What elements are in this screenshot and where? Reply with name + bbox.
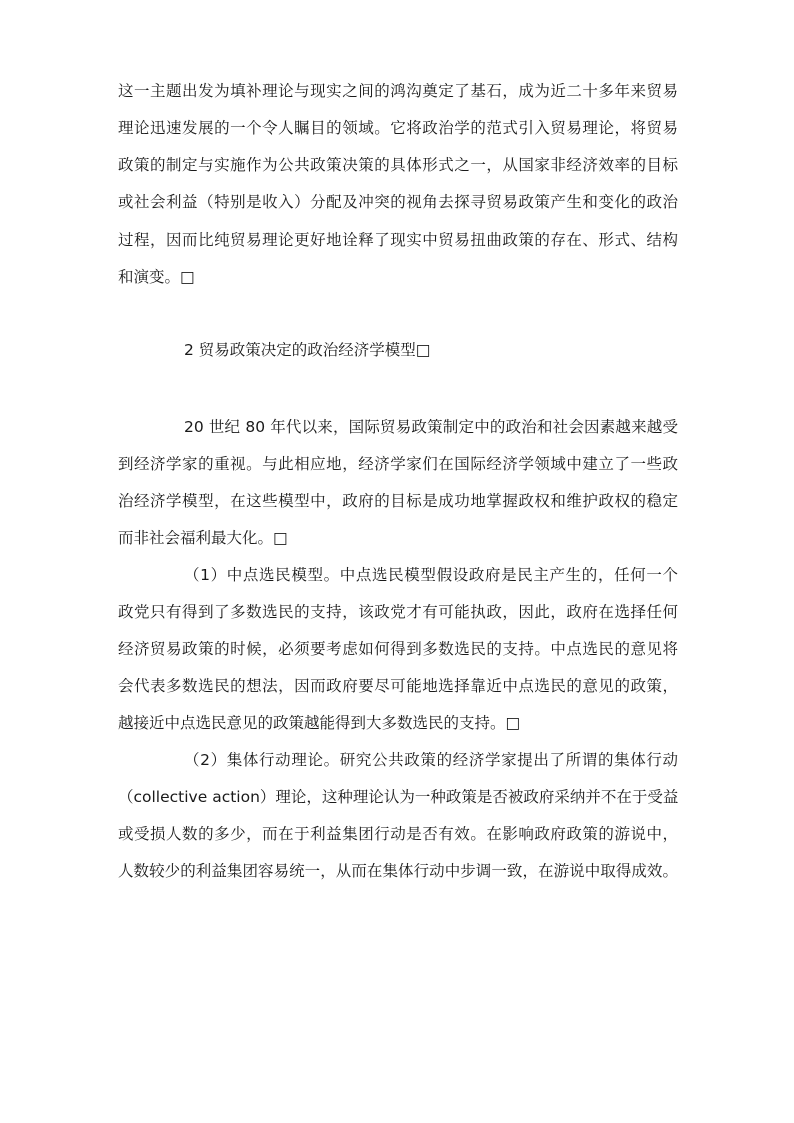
para3-line-5: 越接近中点选民意见的政策越能得到大多数选民的支持。□ <box>118 714 521 732</box>
para1-line-6: 和演变。□ <box>118 268 195 286</box>
para1-line-4: 或社会利益（特别是收入）分配及冲突的视角去探寻贸易政策产生和变化的政治 <box>118 193 678 211</box>
para4-line-4: 人数较少的利益集团容易统一，从而在集体行动中步调一致，在游说中取得成效。 <box>118 862 678 880</box>
para4-line-1: （2）集体行动理论。研究公共政策的经济学家提出了所谓的集体行动 <box>184 751 678 769</box>
para3-line-1: （1）中点选民模型。中点选民模型假设政府是民主产生的，任何一个 <box>184 566 678 584</box>
para2-line-1: 20 世纪 80 年代以来，国际贸易政策制定中的政治和社会因素越来越受 <box>184 418 678 436</box>
para3-line-2: 政党只有得到了多数选民的支持，该政党才有可能执政，因此，政府在选择任何 <box>118 603 678 621</box>
para2-line-2: 到经济学家的重视。与此相应地，经济学家们在国际经济学领域中建立了一些政 <box>118 455 678 473</box>
para1-line-1: 这一主题出发为填补理论与现实之间的鸿沟奠定了基石，成为近二十多年来贸易 <box>118 82 678 100</box>
para4-line-3: 或受损人数的多少，而在于利益集团行动是否有效。在影响政府政策的游说中， <box>118 825 678 843</box>
para2-line-4: 而非社会福利最大化。□ <box>118 529 288 547</box>
para1-line-5: 过程，因而比纯贸易理论更好地诠释了现实中贸易扭曲政策的存在、形式、结构 <box>118 231 678 249</box>
para3-line-3: 经济贸易政策的时候，必须要考虑如何得到多数选民的支持。中点选民的意见将 <box>118 640 678 658</box>
section-heading: 2 贸易政策决定的政治经济学模型□ <box>184 341 431 359</box>
para1-line-2: 理论迅速发展的一个令人瞩目的领域。它将政治学的范式引入贸易理论，将贸易 <box>118 119 678 137</box>
para1-line-3: 政策的制定与实施作为公共政策决策的具体形式之一，从国家非经济效率的目标 <box>118 156 678 174</box>
para3-line-4: 会代表多数选民的想法，因而政府要尽可能地选择靠近中点选民的意见的政策， <box>118 677 678 695</box>
para4-line-2: （collective action）理论，这种理论认为一种政策是否被政府采纳并不在于受益 <box>118 788 679 806</box>
para2-line-3: 治经济学模型，在这些模型中，政府的目标是成功地掌握政权和维护政权的稳定 <box>118 492 678 510</box>
